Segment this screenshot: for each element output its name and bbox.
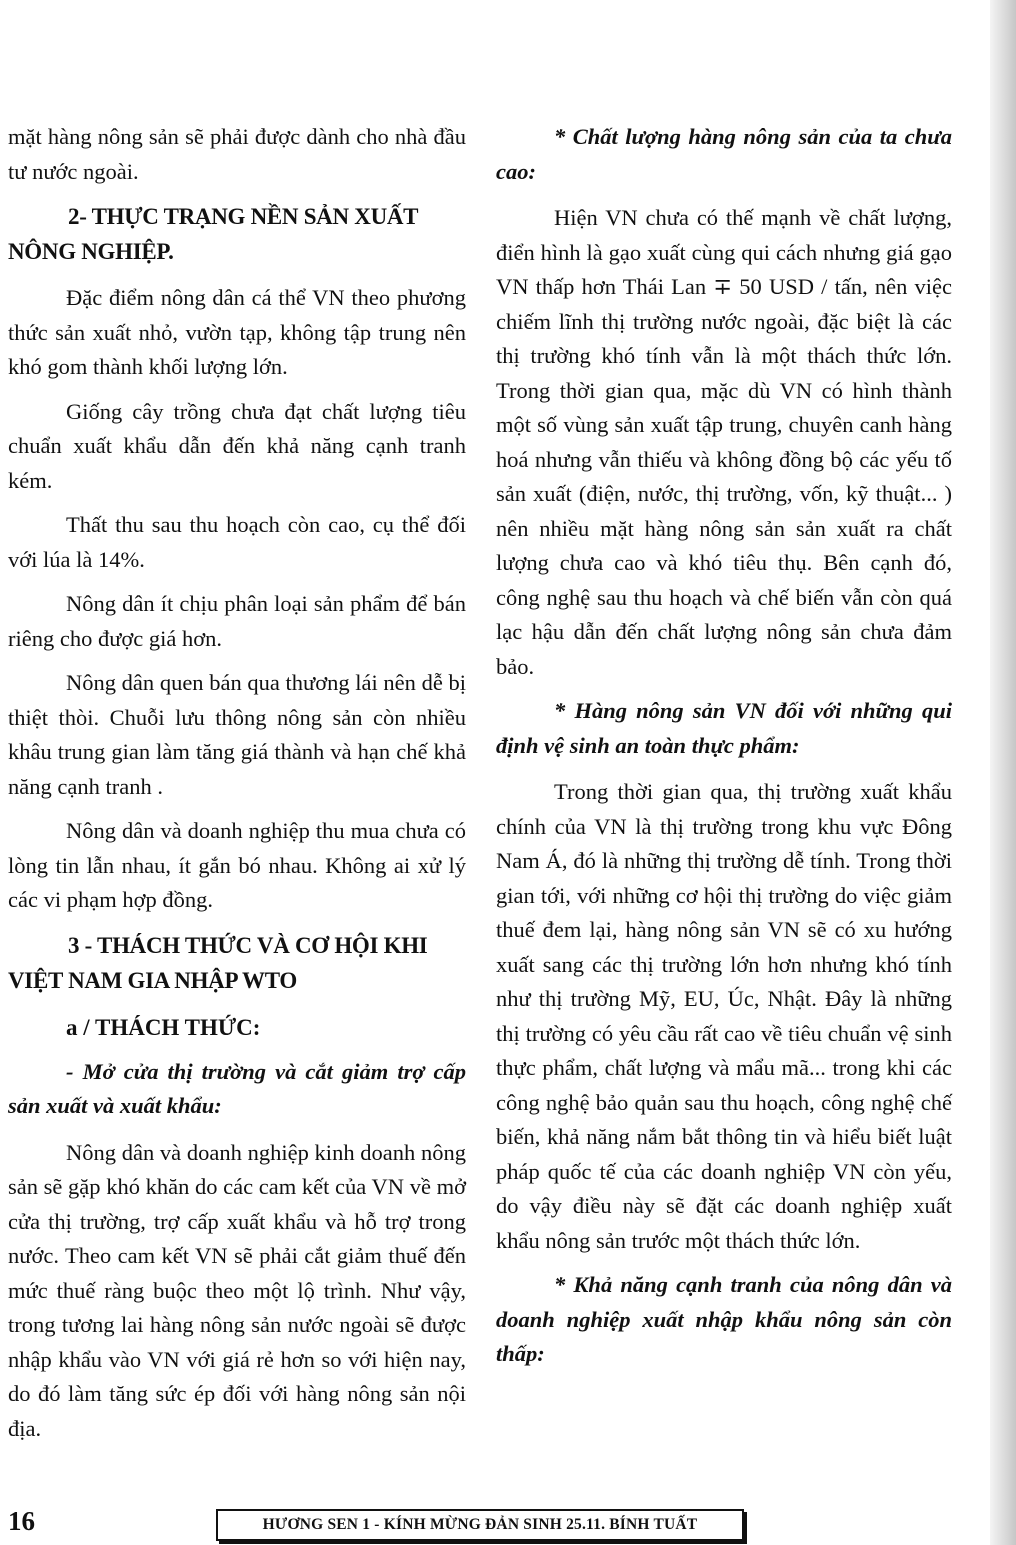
- paragraph: Đặc điểm nông dân cá thể VN theo phương thức sản xuất nhỏ, vườn tạp, không tập trung nên khó gom thành khối lượng lớn.: [8, 285, 466, 379]
- italic-subheading: * Chất lượng hàng nông sản của ta chưa cao:: [496, 124, 952, 184]
- paragraph: Hiện VN chưa có thế mạnh về chất lượng, điển hình là gạo xuất cùng qui cách nhưng giá gạo VN thấp hơn Thái Lan ∓ 50 USD / tấn, nên việc chiếm lĩnh thị trường nước ngoài, đặc biệt là các thị trường khó tính vẫn là một thách thức lớn. Trong thời gian qua, mặc dù VN có hình thành một số vùng sản xuất tập trung, chuyên canh hàng hoá nhưng vẫn thiếu và không đồng bộ các yếu tố sản xuất (điện, nước, thị trường, vốn, kỹ thuật... ) nên nhiều mặt hàng nông sản sản xuất ra chất lượng chưa cao và khó tiêu thụ. Bên cạnh đó, công nghệ sau thu hoạch và chế biến vẫn còn quá lạc hậu dẫn đến chất lượng nông sản chưa đảm bảo.: [496, 205, 952, 679]
- paragraph: Nông dân và doanh nghiệp thu mua chưa có lòng tin lẫn nhau, ít gắn bó nhau. Không ai xử lý các vi phạm hợp đồng.: [8, 818, 466, 912]
- paragraph: Thất thu sau thu hoạch còn cao, cụ thể đối với lúa là 14%.: [8, 512, 466, 572]
- left-column: [8, 120, 466, 1456]
- page-number: 16: [8, 1506, 35, 1536]
- footer-banner: [216, 1509, 744, 1541]
- paragraph: Giống cây trồng chưa đạt chất lượng tiêu chuẩn xuất khẩu dẫn đến khả năng cạnh tranh kém.: [8, 398, 466, 493]
- paragraph: Nông dân và doanh nghiệp kinh doanh nông sản sẽ gặp khó khăn do các cam kết của VN về mở cửa thị trường, trợ cấp xuất khẩu và hỗ trợ trong nước. Theo cam kết VN sẽ phải cắt giảm thuế đến mức thuế ràng buộc theo một lộ trình. Như vậy, trong tương lai hàng nông sản nước ngoài sẽ được nhập khẩu vào VN với giá rẻ hơn so với hiện nay, do đó làm tăng sức ép đối với hàng nông sản nội địa.: [8, 1139, 466, 1441]
- paragraph: mặt hàng nông sản sẽ phải được dành cho nhà đầu tư nước ngoài.: [8, 124, 466, 184]
- italic-subheading: - Mở cửa thị trường và cắt giảm trợ cấp sản xuất và xuất khẩu:: [8, 1058, 466, 1118]
- right-column: [496, 120, 952, 1384]
- section-heading: 3 - THÁCH THỨC VÀ CƠ HỘI KHI VIỆT NAM GIA NHẬP WTO: [8, 932, 428, 993]
- paragraph: Nông dân ít chịu phân loại sản phẩm để bán riêng cho được giá hơn.: [8, 591, 466, 651]
- footer-banner-text: HƯƠNG SEN 1 - KÍNH MỪNG ĐẢN SINH 25.11. BÍNH TUẤT: [262, 1516, 698, 1533]
- italic-subheading: * Khả năng cạnh tranh của nông dân và doanh nghiệp xuất nhập khẩu nông sản còn thấp:: [496, 1272, 952, 1366]
- page-edge-shadow: [990, 0, 1016, 1545]
- italic-subheading: * Hàng nông sản VN đối với những qui định vệ sinh an toàn thực phẩm:: [496, 698, 952, 758]
- paragraph: Trong thời gian qua, thị trường xuất khẩu chính của VN là thị trường trong khu vực Đông Nam Á, đó là những thị trường dễ tính. Trong thời gian tới, với những cơ hội thị trường do việc giảm thuế đem lại, hàng nông sản VN sẽ có xu hướng xuất sang các thị trường lớn hơn nhưng khó tính như thị trường Mỹ, EU, Úc, Nhật. Đây là những thị trường có yêu cầu rất cao về tiêu chuẩn vệ sinh thực phẩm, chất lượng và mẩu mã... trong khi các công nghệ bảo quản sau thu hoạch, công nghệ chế biến, khả năng nắm bắt thông tin và hiểu biết luật pháp quốc tế của các doanh nghiệp VN còn yếu, do vậy điều này sẽ đặt các doanh nghiệp xuất khẩu nông sản trước một thách thức lớn.: [496, 779, 952, 1253]
- section-heading: 2- THỰC TRẠNG NỀN SẢN XUẤT NÔNG NGHIỆP.: [8, 204, 418, 264]
- subsection-heading: a / THÁCH THỨC:: [66, 1014, 261, 1040]
- paragraph: Nông dân quen bán qua thương lái nên dễ bị thiệt thòi. Chuỗi lưu thông nông sản còn nhiều khâu trung gian làm tăng giá thành và hạn chế khả năng cạnh tranh .: [8, 670, 466, 799]
